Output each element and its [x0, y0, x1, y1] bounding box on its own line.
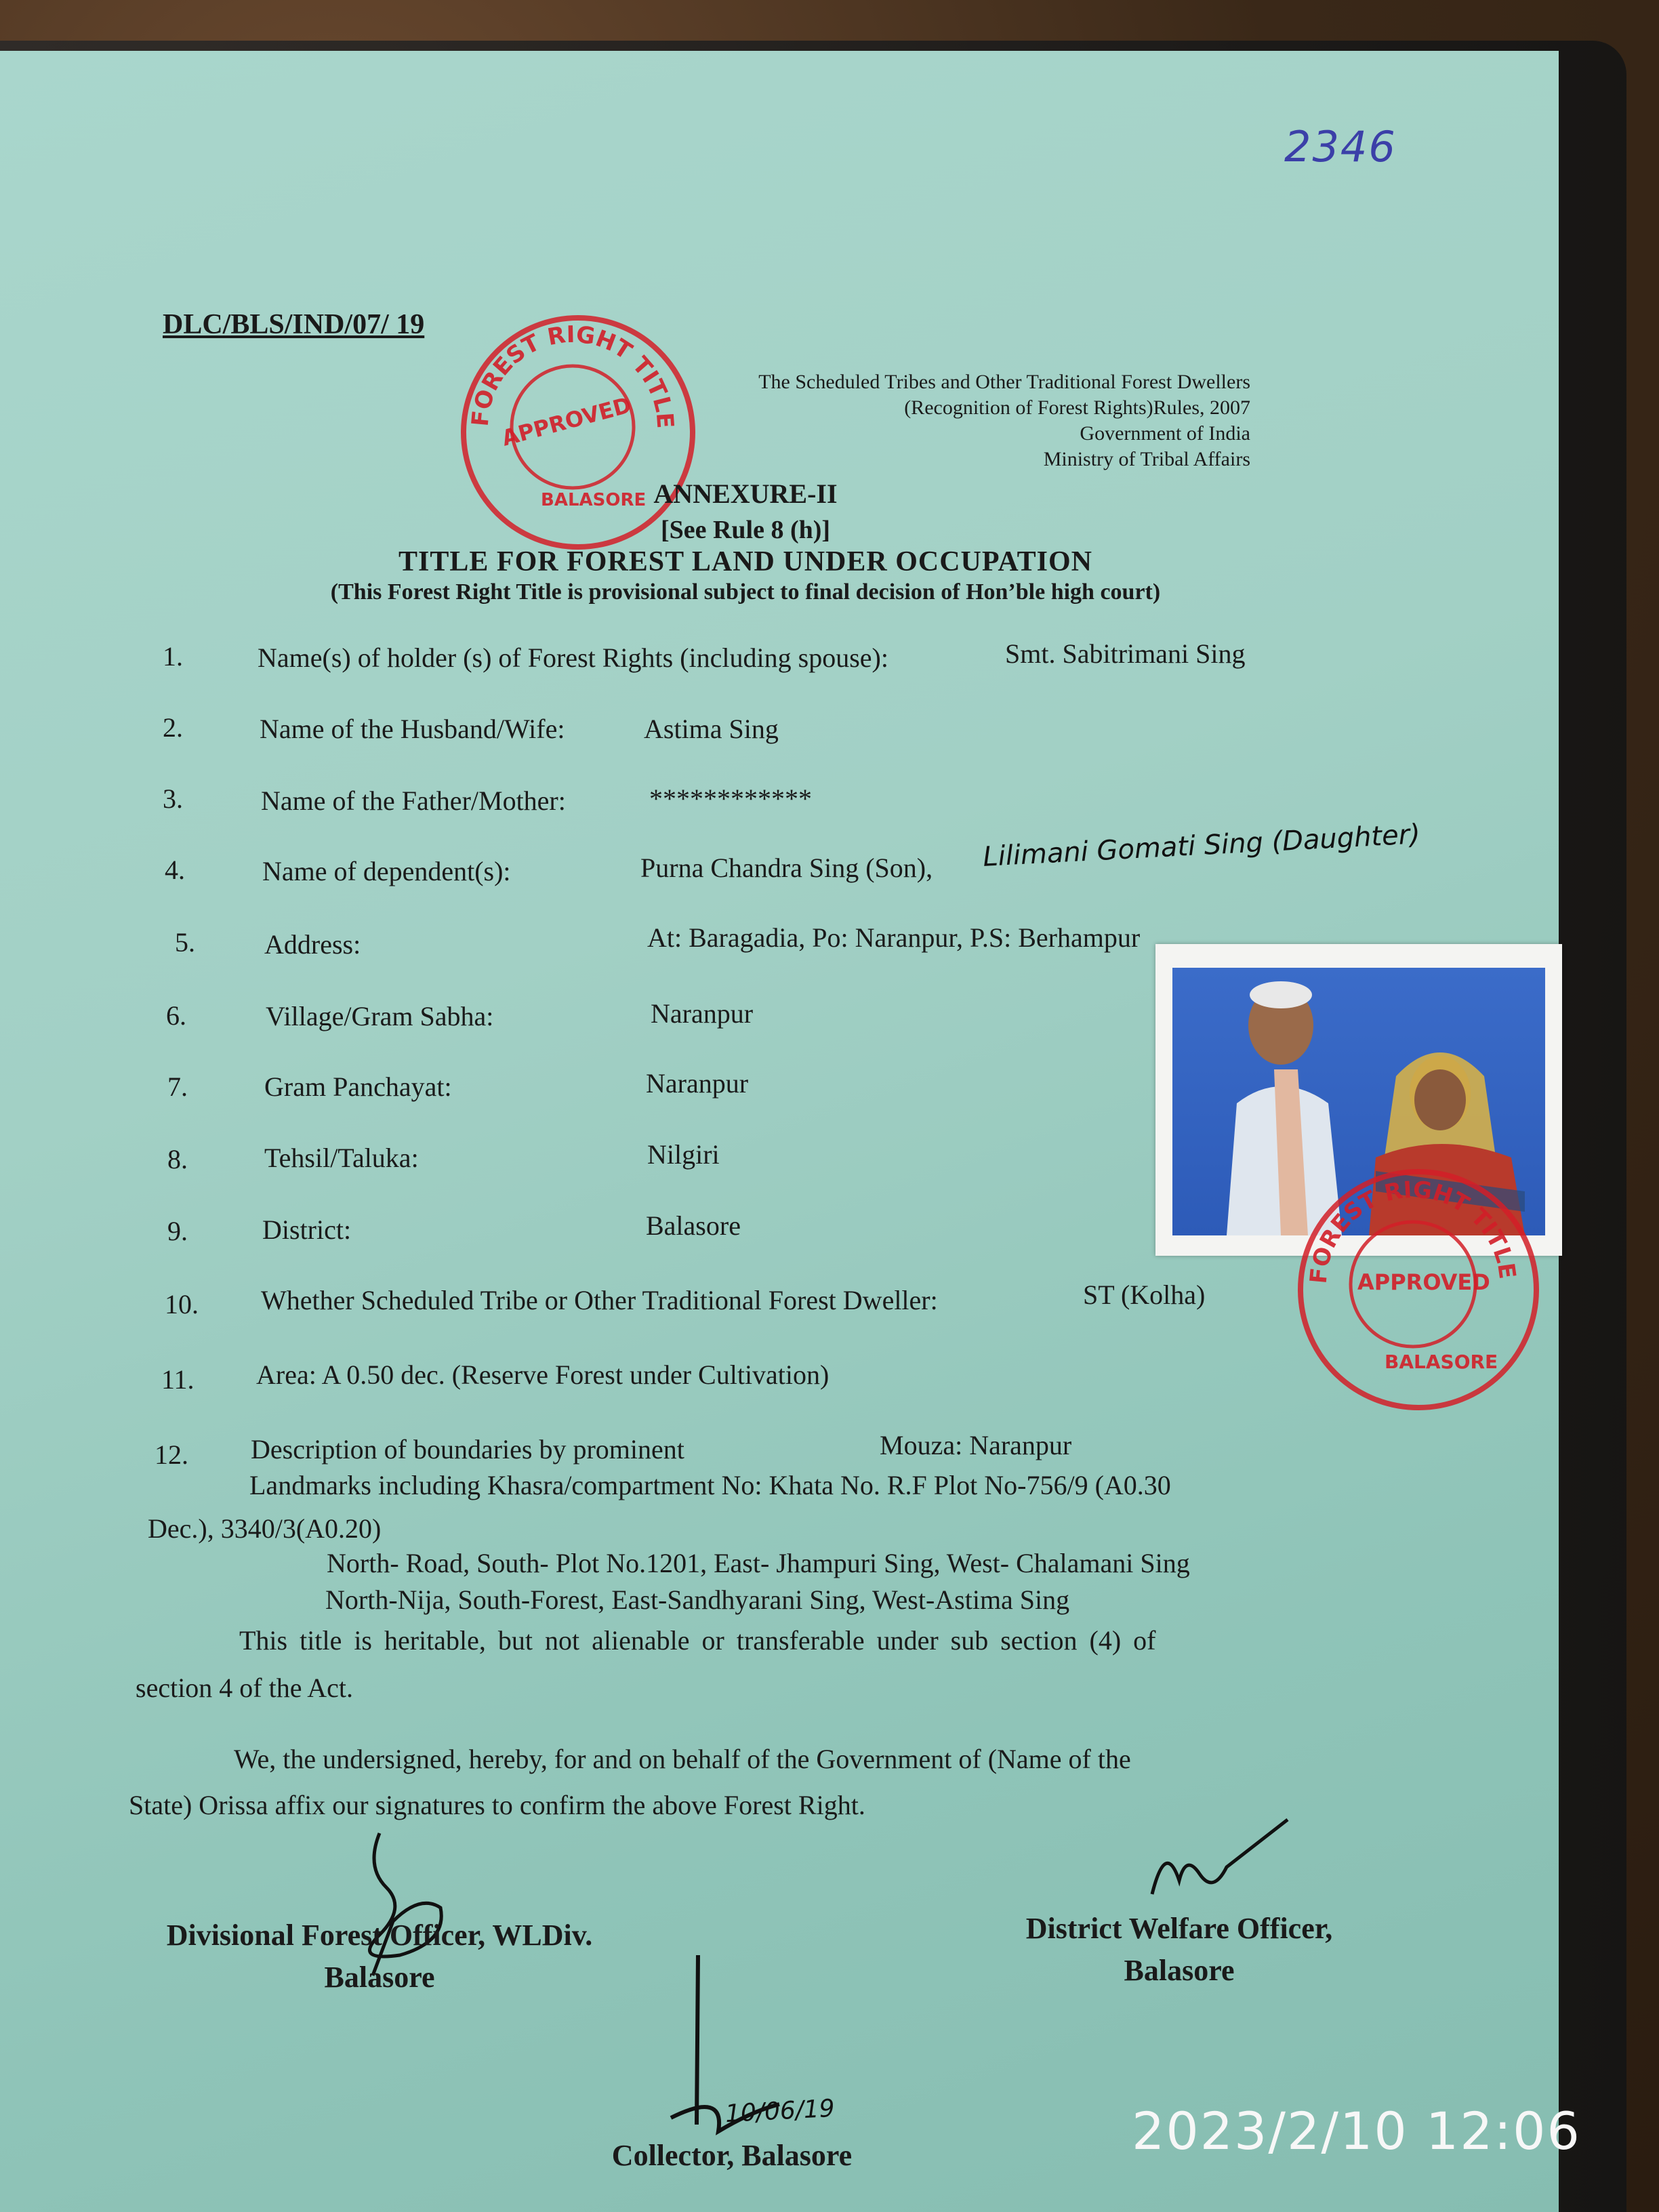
heritable-text: section 4 of the Act.	[136, 1673, 354, 1703]
dwo-signature	[1139, 1813, 1301, 1908]
field-number: 12.	[155, 1439, 188, 1470]
boundary-line: Landmarks including Khasra/compartment No: Khata No. R.F Plot No-756/9 (A0.30	[249, 1470, 1171, 1500]
boundary-line: North-Nija, South-Forest, East-Sandhyarani Sing, West-Astima Sing	[325, 1584, 1070, 1615]
svg-text:FOREST RIGHT TITLE	[1305, 1176, 1521, 1284]
boundary-line: Dec.), 3340/3(A0.20)	[148, 1513, 382, 1544]
stamp-ring-text: FOREST RIGHT TITLE	[1305, 1176, 1521, 1285]
field-number: 2.	[163, 712, 183, 743]
tehsil: Nilgiri	[647, 1139, 720, 1170]
collector-sign-date: 10/06/19	[724, 2094, 836, 2129]
field-label: Name of the Husband/Wife:	[260, 714, 565, 744]
authority-line: Ministry of Tribal Affairs	[1043, 448, 1250, 470]
field-number: 6.	[166, 1000, 186, 1031]
village: Naranpur	[651, 998, 754, 1029]
authority-line: Government of India	[1080, 422, 1250, 445]
holder-name: Smt. Sabitrimani Sing	[1005, 638, 1246, 669]
dwo-title	[989, 1908, 1369, 1992]
undersigned-text: State) Orissa affix our signatures to confirm the above Forest Right.	[129, 1790, 865, 1820]
field-number: 7.	[167, 1071, 188, 1102]
rule-reference: [See Rule 8 (h)]	[660, 516, 831, 544]
stamp-bottom-text: BALASORE	[541, 490, 647, 510]
field-label: Name of the Father/Mother:	[261, 785, 566, 816]
field-label: Name(s) of holder (s) of Forest Rights (including spouse):	[258, 642, 888, 673]
undersigned-text: We, the undersigned, hereby, for and on behalf of the Government of (Name of the	[234, 1744, 1131, 1774]
handwritten-number: 2346	[1284, 122, 1397, 171]
dfo-designation: Divisional Forest Officer, WLDiv.	[166, 1919, 593, 1952]
document-title: TITLE FOR FOREST LAND UNDER OCCUPATION	[398, 546, 1092, 577]
field-number: 1.	[163, 641, 183, 672]
field-number: 11.	[161, 1364, 194, 1395]
field-number: 9.	[167, 1216, 188, 1246]
field-number: 5.	[175, 927, 195, 958]
field-label: Name of dependent(s):	[262, 856, 511, 886]
field-label: Village/Gram Sabha:	[266, 1001, 494, 1031]
gram-panchayat: Naranpur	[646, 1068, 749, 1099]
dependents: Purna Chandra Sing (Son),	[640, 853, 933, 883]
field-label: District:	[262, 1214, 352, 1245]
authority-line: The Scheduled Tribes and Other Traditional Forest Dwellers	[758, 371, 1250, 393]
issuing-authority	[758, 369, 1250, 472]
stamp-center-text: APPROVED	[499, 392, 634, 451]
field-number: 3.	[163, 783, 183, 814]
authority-line: (Recognition of Forest Rights)Rules, 2007	[904, 396, 1250, 419]
stamp-center-text: APPROVED	[1357, 1269, 1490, 1295]
address: At: Baragadia, Po: Naranpur, P.S: Berhampur	[647, 922, 1141, 953]
forest-right-title-document	[0, 51, 1559, 2212]
dwo-designation: District Welfare Officer,	[1025, 1912, 1333, 1945]
field-label: Description of boundaries by prominent	[251, 1434, 684, 1465]
field-number: 8.	[167, 1144, 188, 1174]
mouza: Mouza: Naranpur	[880, 1430, 1072, 1460]
collector-title: Collector, Balasore	[611, 2139, 853, 2172]
stamp-ring-text: FOREST RIGHT TITLE	[466, 321, 679, 430]
field-label: Whether Scheduled Tribe or Other Traditional Forest Dweller:	[261, 1285, 938, 1315]
dfo-title	[122, 1914, 637, 1999]
annexure-heading: ANNEXURE-II	[653, 478, 838, 509]
handwritten-dependent: Lilimani Gomati Sing (Daughter)	[982, 819, 1421, 873]
field-label: Address:	[264, 929, 361, 960]
heritable-text: This title is heritable, but not alienable or transferable under sub section (4) of	[239, 1625, 1156, 1656]
field-number: 10.	[165, 1289, 199, 1319]
document-subtitle: (This Forest Right Title is provisional subject to final decision of Hon’ble high court)	[330, 579, 1161, 605]
spouse-name: Astima Sing	[644, 714, 779, 744]
district: Balasore	[646, 1210, 741, 1241]
dwo-location: Balasore	[1124, 1954, 1235, 1987]
approved-stamp-photo	[1298, 1169, 1539, 1410]
boundary-line: North- Road, South- Plot No.1201, East- Jhampuri Sing, West- Chalamani Sing	[327, 1548, 1190, 1578]
field-number: 4.	[165, 855, 185, 885]
field-label: Tehsil/Taluka:	[264, 1143, 419, 1173]
stamp-bottom-text: BALASORE	[1385, 1351, 1498, 1373]
reference-number: DLC/BLS/IND/07/ 19	[163, 309, 425, 340]
area: Area: A 0.50 dec. (Reserve Forest under Cultivation)	[256, 1359, 830, 1390]
parent-name: ************	[649, 783, 812, 814]
dfo-location: Balasore	[324, 1961, 435, 1994]
photo-timestamp: 2023/2/10 12:06	[1132, 2101, 1581, 2161]
field-label: Gram Panchayat:	[264, 1071, 452, 1102]
tribe-status: ST (Kolha)	[1083, 1279, 1206, 1310]
